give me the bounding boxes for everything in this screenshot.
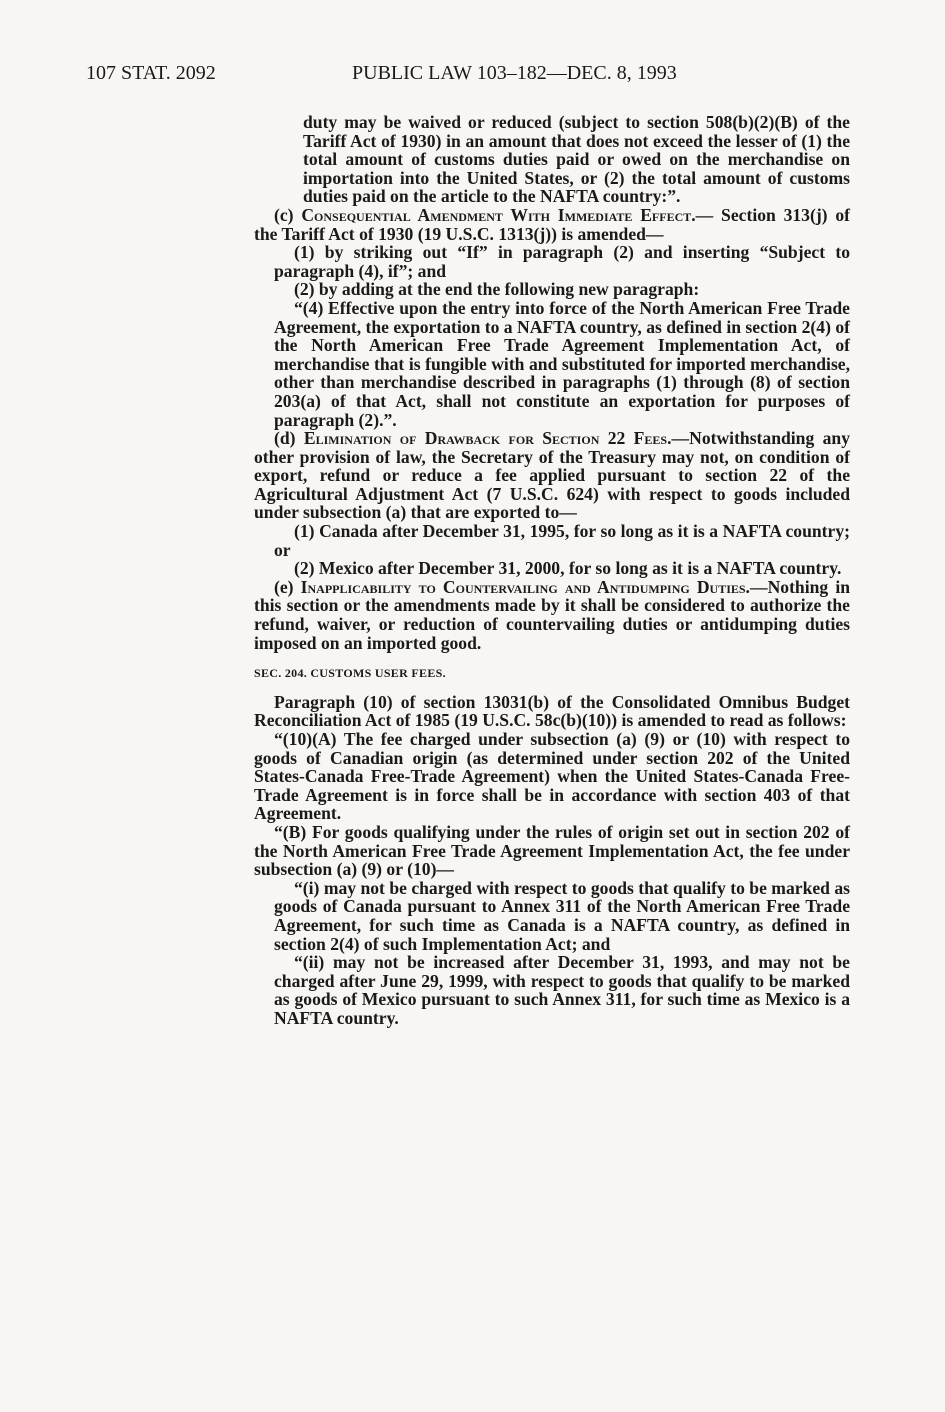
section-204-10a: “(10)(A) The fee charged under subsection (a) (9) or (10) with respect to goods of Canadian origin (as determined under section 202 of the United States-Canada Free-Trade Agreement) when the United States-Canada Free-Trade Agreement is in force shall be in accordance with section 403 of that Agreement. xyxy=(254,729,850,824)
subsection-d-label: (d) xyxy=(274,428,304,449)
subsection-c-heading: Consequential Amendment With Immediate Effect. xyxy=(301,204,696,225)
section-204-10b-i: “(i) may not be charged with respect to goods that qualify to be marked as goods of Canada pursuant to Annex 311 of the North American Free Trade Agreement, for such time as Canada is a NAFTA country, as defined in section 2(4) of such Implementation Act; and xyxy=(274,877,850,954)
subsection-e-label: (e) xyxy=(274,576,301,597)
subsection-d-1: (1) Canada after December 31, 1995, for so long as it is a NAFTA country; or xyxy=(274,521,850,560)
subsection-e-text: —Nothing in this section or the amendments made by it shall be considered to authorize the refund, waiver, or reduction of countervailing duties or antidumping duties imposed on an imported good. xyxy=(254,576,850,653)
body-text xyxy=(254,113,850,1028)
running-head xyxy=(86,62,857,90)
section-204-10b-ii: “(ii) may not be increased after December 31, 1993, and may not be charged after June 29, 1999, with respect to goods that qualify to be marked as goods of Mexico pursuant to such Annex 311, for such time as Mexico is a NAFTA country. xyxy=(274,952,850,1028)
section-204-paragraph: Paragraph (10) of section 13031(b) of the Consolidated Omnibus Budget Reconciliation Act of 1985 (19 U.S.C. 58c(b)(10)) is amended to read as follows: xyxy=(254,691,850,731)
section-204-heading: SEC. 204. CUSTOMS USER FEES. xyxy=(254,666,446,681)
subsection-c-text: — Section 313(j) of the Tariff Act of 1930 (19 U.S.C. 1313(j)) is amended— xyxy=(254,204,850,244)
subsection-d xyxy=(254,429,850,522)
paragraph-continuation: duty may be waived or reduced (subject to section 508(b)(2)(B) of the Tariff Act of 1930) in an amount that does not exceed the lesser of (1) the total amount of customs duties paid or owed on the merchandise on importation into the United States, or (2) the total amount of customs duties paid on the article to the NAFTA country:”. xyxy=(303,112,850,207)
subsection-c-2-quote: “(4) Effective upon the entry into force of the North American Free Trade Agreement, the exportation to a NAFTA country, as defined in section 2(4) of the North American Free Trade Agreement Implementation Act, of merchandise that is fungible with and substituted for imported merchandise, other than merchandise described in paragraphs (1) through (8) of section 203(a) of that Act, shall not constitute an exportation for purposes of paragraph (2).”. xyxy=(274,297,850,430)
subsection-e-heading: Inapplicability to Countervailing and Antidumping Duties. xyxy=(300,576,750,597)
subsection-d-2: (2) Mexico after December 31, 2000, for so long as it is a NAFTA country. xyxy=(294,558,842,579)
public-law-title: PUBLIC LAW 103–182—DEC. 8, 1993 xyxy=(352,62,677,84)
subsection-c-label: (c) xyxy=(274,204,302,225)
subsection-c xyxy=(254,206,850,243)
section-204-10b: “(B) For goods qualifying under the rules of origin set out in section 202 of the North American Free Trade Agreement Implementation Act, the fee under subsection (a) (9) or (10)— xyxy=(254,821,850,880)
subsection-c-2: (2) by adding at the end the following new paragraph: xyxy=(294,279,700,300)
subsection-d-text: —Notwithstanding any other provision of law, the Secretary of the Treasury may not, on condition of export, refund or reduce a fee applied pursuant to section 22 of the Agricultural Adjustment Act (7 U.S.C. 624) with respect to goods included under subsection (a) that are exported to— xyxy=(254,428,850,523)
statute-citation: 107 STAT. 2092 xyxy=(86,62,216,84)
subsection-d-heading: Elimination of Drawback for Section 22 Fees. xyxy=(303,428,672,449)
subsection-e xyxy=(254,578,850,652)
subsection-c-1: (1) by striking out “If” in paragraph (2) and inserting “Subject to paragraph (4), if”; and xyxy=(274,242,850,281)
